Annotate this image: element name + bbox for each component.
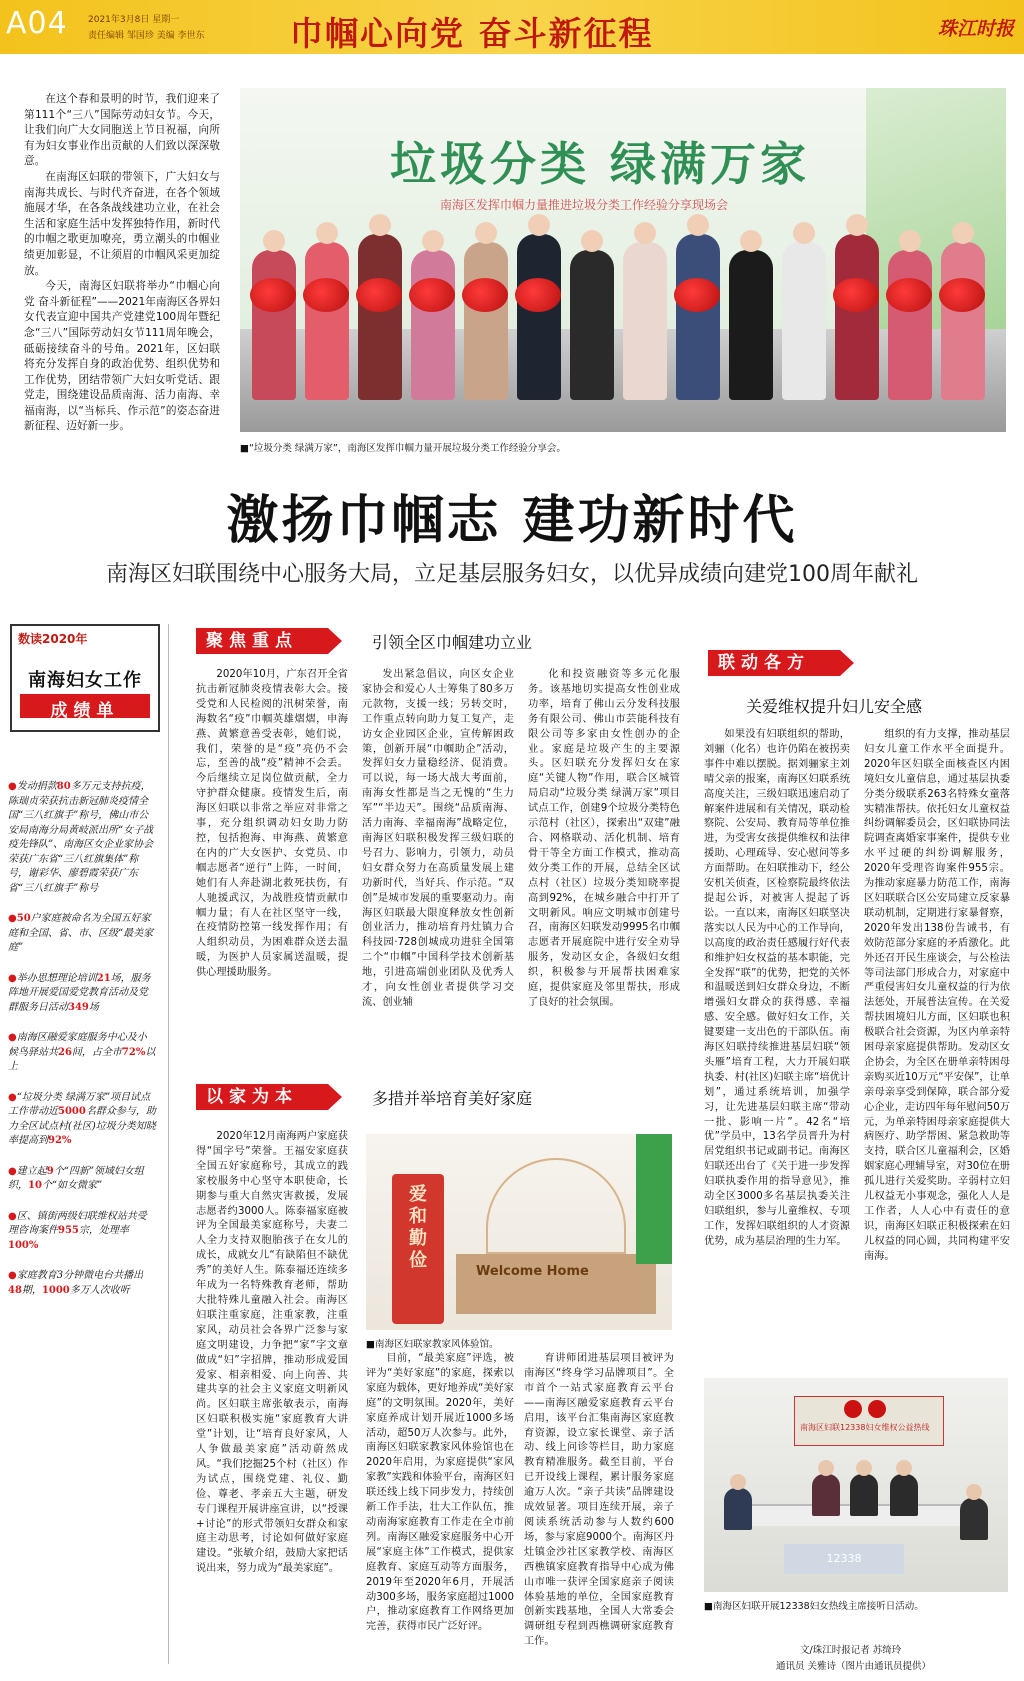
staff-person — [960, 1498, 988, 1540]
section-subtitle-focus: 引领全区巾帼建功立业 — [372, 633, 533, 652]
flower-bouquet-icon — [833, 278, 879, 312]
stats-title: 南海妇女工作 — [28, 670, 142, 691]
event-attendee — [729, 250, 773, 400]
stat-text: 期， — [21, 1284, 42, 1296]
flower-bouquet-icon — [939, 278, 985, 312]
article-text: 育讲师团进基层项目被评为南海区“终身学习品牌项目”。全市首个一站式家庭教育云平台——南海区融爱家庭教育云平台启用，该平台汇集南海区家庭教育资源，设立家长课堂、亲子活动、线上问诊等栏目，助力家庭教育精准服务。截至目前，平台已开设线上课程，累计服务家庭逾万人次。“亲子共读”品牌建设成效显著。项目连续开展，亲子阅读系统活动参与人数约600场，参与家庭9000个。南海区丹灶镇金沙社区家教学校、南海区西樵镇家庭教育指导中心成为佛山市唯一获评全国家庭亲子阅读体验基地的单位，全国家庭教育创新实践基地，全国人大常委会调研组专程到西樵调研家庭教育工作。 — [524, 1353, 674, 1648]
staff-person — [850, 1474, 878, 1516]
stats-tag: 数读2020年 — [18, 632, 88, 646]
emblem-icon — [868, 1400, 886, 1418]
stat-number: 9 — [46, 1165, 54, 1177]
stats-title-highlight: 成绩单 — [50, 701, 120, 721]
stat-number: 50 — [16, 913, 31, 924]
stat-number: 5000 — [58, 1106, 86, 1117]
article-column — [196, 1130, 348, 1662]
section-label-family: 以家为本 — [196, 1084, 328, 1110]
page-number: A04 — [6, 6, 68, 41]
bullet-icon: ● — [8, 1270, 17, 1281]
stat-text: 个“如女微家” — [41, 1180, 103, 1191]
stat-text: 间，占全市 — [71, 1046, 122, 1058]
flower-bouquet-icon — [303, 278, 349, 312]
event-attendee — [941, 242, 985, 400]
event-attendee — [676, 234, 720, 400]
stat-text: “垃圾分类 绿满万家”项目试点工作带动近 — [8, 1091, 151, 1117]
family-education-hall-photo — [366, 1134, 672, 1330]
stat-number: 955 — [58, 1225, 79, 1236]
event-attendee — [570, 250, 614, 400]
page-slogan: 巾帼心向党 奋斗新征程 — [290, 14, 654, 53]
garbage-sorting-event-photo — [240, 88, 1006, 432]
stat-item — [8, 1091, 156, 1149]
event-attendee — [888, 250, 932, 400]
wall-banner-text: 南海区妇联12338妇女维权公益热线 — [800, 1423, 930, 1432]
emblem-icon — [844, 1400, 862, 1418]
article-column — [864, 728, 1010, 1368]
article-text: 目前，“最美家庭”评选，被评为“美好家庭”的家庭，探索以家庭为载体，更好地养成“美好家庭”的文明氛围。2020年，美好家庭养成计划开展近1000多场活动，超50万人次参与。此外，南海区妇联家教家风体验馆也在2020年启用，为家庭提供“家风家教”实践和体验平台，南海区妇联还线上线下同步发力，持续创新工作手法，壮大工作队伍，推动南海家庭教育工作走在全市前列。南海区融爱家庭服务中心开展“家庭主体”工作模式，提供家庭教育、家庭互动等方面服务，2019年至2020年6月，开展活动300多场，服务家庭超过1000户，推动家庭教育工作网络更加完善，获得市民广泛好评。 — [366, 1353, 514, 1633]
stat-item — [8, 1210, 156, 1254]
section-label-linkage: 联动各方 — [708, 650, 840, 676]
stat-text: 户家庭被命名为全国五好家庭和全国、省、市、区级“最美家庭” — [8, 913, 154, 953]
staff-person — [812, 1474, 840, 1516]
stat-text: 家庭教育3分钟微电台共播出 — [16, 1270, 144, 1281]
article-column — [362, 668, 514, 1084]
stat-text: 多万人次收听 — [69, 1284, 130, 1296]
flower-bouquet-icon — [515, 278, 561, 312]
section-subtitle-linkage: 关爱维权提升妇儿安全感 — [746, 697, 923, 716]
stat-text: 个“四新”领域妇女组织， — [8, 1165, 144, 1191]
article-column — [196, 668, 348, 1084]
flower-bouquet-icon — [409, 278, 455, 312]
desk-sign-text: Welcome Home — [476, 1264, 589, 1279]
staff-person — [890, 1474, 918, 1516]
flower-bouquet-icon — [886, 278, 932, 312]
article-text: 组织的有力支撑，推动基层妇女儿童工作水平全面提升。2020年区妇联全面核查区内困境妇女儿童信息，通过基层执委分类分级联系263名特殊女童落实精准帮扶。依托妇女儿童权益纠纷调解委员会，区妇联协同法院调查离婚家事案件，提供专业水平过硬的纠纷调解服务，2020年受理咨询案件955宗。为推动家庭暴力防范工作，南海区妇联联合区公安局建立反家暴联动机制，定期进行家暴督察，2020年发出138份告诫书，有效防范部分家庭的矛盾激化。此外还召开民生座谈会，与公检法等司法部门形成合力，对家庭中严重侵害妇女儿童权益的行为依法惩处，开展普法宣传。在关爱帮扶困境妇儿方面，区妇联也积极联合社会资源，为区内单亲特困母亲家庭提供帮助。发动区女企协会，为全区在册单亲特困母亲购买近10万元“平安保”，让单亲母亲享受到保障，联合部分爱心企业，走访四年每年慰问50万元，为单亲特困母亲家庭提供大病医疗、助学帮困、紧急救助等支持，联合区儿童福利会，区婚姻家庭心理辅导室，对30位在册孤儿进行关爱奖助。辛弱村立妇儿权益无小事观念，强化人人是工作者，人人心中有责任的意识，南海区妇联正积极探索在妇儿权益的同心圆，共同构建平安南海。 — [864, 729, 1010, 1262]
article-column — [524, 1352, 674, 1662]
staff-person — [724, 1488, 752, 1530]
intro-text — [24, 92, 220, 435]
stat-text: 多万元支持抗疫，陈瑞贞荣获抗击新冠肺炎疫情全国“三八红旗手”称号，佛山市公安局南海分局黄岐派出所“女子战疫先锋队”、南海区女企业家协会荣获广东省“三八红旗集体”称号，谢彩华、廖碧霞荣获广东省“三八红旗手”称号 — [8, 781, 154, 894]
stat-number: 21 — [96, 972, 111, 984]
byline-correspondent: 通讯员 关雅诗（图片由通讯员提供） — [776, 1661, 932, 1672]
reception-desk — [456, 1254, 656, 1314]
intro-paragraph: 今天，南海区妇联将举办“巾帼心向党 奋斗新征程”——2021年南海区各界妇女代表宣迎中国共产党建党100周年暨纪念“三八”国际劳动妇女节111周年晚会，砥砺接续奋斗的号角。2021年，区妇联将充分发挥自身的政治优势、组织优势和工作优势，团结带领广大妇女听党话、跟党走，围绕建设品质南海、活力南海、幸福南海，以“当标兵、作示范”的姿态奋进新征程、迈好新一步。 — [24, 280, 220, 433]
article-column — [528, 668, 680, 1084]
stat-text: 建立起 — [16, 1165, 47, 1177]
stat-number: 72% — [121, 1046, 146, 1058]
stat-number: 80 — [56, 781, 71, 792]
stat-item — [8, 1269, 156, 1298]
event-attendee — [252, 250, 296, 400]
bullet-icon: ● — [8, 781, 17, 792]
stat-text: 以上 — [8, 1046, 156, 1072]
red-sign-text: 爱和勤俭 — [409, 1184, 427, 1271]
flower-bouquet-icon — [462, 278, 508, 312]
article-text: 2020年10月，广东召开全省抗击新冠肺炎疫情表彰大会。接受党和人民检阅的汛树荣誉，南海数名“疫”巾帼英雄熠熠，申海燕、黄繁意善受表彰，她们说，我们，荣誉的是“疫”亮仍不会忘，至善的战“疫”精神不会丢。今后继续立足岗位做贡献，全力守护群众健康。疫情发生后，南海区妇联以非常之举应对非常之事，充分组织调动妇女助力防控，包括抱海、申海燕、黄繁意在内的广大女医护、女党员、巾帼志愿者“逆行”上阵，一时间，她们有人奔赴湖北救死扶伤，有人驰援武汉，为战胜疫情贡献巾帼力量；有人在社区坚守一线，在疫情防控第一线发挥作用；有人组织动员，为困难群众送去温暖，为医护人员家属送温暖，提供心理援助服务。 — [196, 669, 348, 979]
article-column — [366, 1352, 514, 1662]
hotline-event-photo — [704, 1378, 1008, 1592]
stat-text: 名群众参与，助力全区试点村(社区)垃圾分类知晓率提高到 — [8, 1106, 156, 1146]
intro-paragraph: 在南海区妇联的带领下，广大妇女与南海共成长、与时代齐奋进，在各个领域施展才华，在各条战线建功立业，在社会生活和家庭生活中发挥独特作用，新时代的巾帼之歌更加嘹亮，勇立潮头的巾帼业绩更加彰显，不让须眉的巾帼风采更加绽放。 — [24, 170, 220, 277]
event-attendee — [782, 242, 826, 400]
section-label-focus: 聚焦重点 — [196, 628, 328, 654]
editor-credits: 责任编辑 邹国珍 美编 李世东 — [88, 31, 205, 41]
stat-item — [8, 912, 156, 956]
bullet-icon: ● — [8, 913, 17, 924]
article-text: 化和投资融资等多元化服务。该基地切实提高女性创业成功率，培育了佛山云分发科技服务有限公司、佛山市芸能科技有限公司等多家由女性创办的企业。家庭是垃圾产生的主要源头。区妇联充分发挥妇女在家庭“关键人物”作用，联合区城管局启动“垃圾分类 绿满万家”项目试点工作，创建9个垃圾分类特色示范村（社区），探索出“双建”融合、网格联动、活化机制、培育骨干等全方面工作模式，推动高效分类工作的开展，总结全区试点村（社区）垃圾分类知晓率提高到92%，在城乡融合中打开了文明新风。响应文明城市创建号召，南海区妇联发动9995名巾帼志愿者开展庭院中进行安全劝导服务，发动区女企，各级妇女组织，积极参与开展帮扶困难家庭，提供家庭及邻里帮扶，形成了良好的社会氛围。 — [528, 669, 680, 1008]
newspaper-logo: 珠江时报 — [937, 18, 1014, 40]
stat-text: 场，服务阵地开展爱国爱党教育活动及党群服务日活动 — [8, 972, 151, 1013]
article-column — [704, 728, 850, 1368]
family-photo-caption: ■南海区妇联家教家风体验馆。 — [366, 1339, 499, 1350]
event-attendee — [517, 234, 561, 400]
hotline-photo-caption: ■南海区妇联开展12338妇女热线主席接听日活动。 — [704, 1601, 924, 1612]
bullet-icon: ● — [8, 1032, 17, 1043]
byline-reporter: 文/珠江时报记者 苏绮玲 — [800, 1645, 902, 1656]
green-wall-panel — [636, 1134, 672, 1264]
article-text: 发出紧急倡议，向区女企业家协会和爱心人士筹集了80多万元款物，支援一线；另转交时，工作重点转向助力复工复产，走访女企业园区企业，宣传解困政策，创新开展“巾帼助企”活动，发挥妇女力量稳经济、促消费。可以说，每一场大战大考面前，南海女性都是当之无愧的“生力军”“半边天”。围绕“品质南海、活力南海、幸福南海”战略定位，南海区妇联积极发挥三级妇联的号召力、影响力，引领力，动员妇女群众努力在高质量发展上建功新时代，当好兵、作示范。“双创”是城市发展的重要驱动力。南海区妇联最大限度释放女性创新创业活力，推动培育丹灶镇力合科技园·728创城成功进驻全国第二个“巾帼”中国科学技术创新基地，引进高端创业团队及优秀人才，向女性创业者提供学习交流、创业辅 — [362, 669, 514, 1008]
flower-bouquet-icon — [674, 278, 720, 312]
stat-item — [8, 1031, 156, 1075]
issue-date: 2021年3月8日 星期一 — [88, 15, 180, 25]
backdrop-title: 垃圾分类 绿满万家 — [390, 137, 811, 191]
stat-number: 10 — [28, 1180, 42, 1191]
column-divider — [168, 624, 169, 1664]
stat-text: 区、镇街两级妇联维权站共受理咨询案件 — [8, 1210, 147, 1236]
event-attendee — [411, 250, 455, 400]
event-attendee — [358, 234, 402, 400]
stats-list — [8, 780, 156, 1314]
event-attendee — [305, 242, 349, 400]
stat-number: 349 — [68, 1001, 89, 1013]
bullet-icon: ● — [8, 1091, 17, 1103]
main-headline: 激扬巾帼志 建功新时代 — [226, 490, 798, 551]
flower-bouquet-icon — [356, 278, 402, 312]
stat-item — [8, 972, 156, 1016]
stat-number: 100% — [8, 1239, 39, 1251]
bullet-icon: ● — [8, 1210, 17, 1222]
stat-text: 发动捐款 — [16, 781, 57, 792]
section-subtitle-family: 多措并举培育美好家庭 — [372, 1089, 533, 1108]
backdrop-subtitle: 南海区发挥巾帼力量推进垃圾分类工作经验分享现场会 — [440, 198, 729, 212]
bullet-icon: ● — [8, 1165, 17, 1177]
event-attendee — [623, 242, 667, 400]
stat-text: 场 — [88, 1001, 99, 1013]
stat-text: 宗，处理率 — [78, 1225, 129, 1236]
stat-number: 48 — [8, 1284, 22, 1296]
stat-text: 南海区融爱家庭服务中心及小候鸟驿站共 — [8, 1032, 147, 1058]
bullet-icon: ● — [8, 972, 17, 984]
stat-number: 26 — [58, 1046, 72, 1058]
stat-text: 举办思想理论培训 — [16, 972, 97, 984]
top-photo-caption: ■“垃圾分类 绿满万家”，南海区发挥巾帼力量开展垃圾分类工作经验分享会。 — [240, 443, 566, 454]
intro-paragraph: 在这个春和景明的时节，我们迎来了第111个“三八”国际劳动妇女节。今天，让我们向广大女同胞送上节日祝福，向所有为妇女事业作出贡献的人们致以深深敬意。 — [24, 93, 220, 168]
sub-headline: 南海区妇联围绕中心服务大局，立足基层服务妇女，以优异成绩向建党100周年献礼 — [106, 562, 918, 587]
article-text: 2020年12月南海两户家庭获得“国字号”荣誉。王福安家庭获全国五好家庭称号，其成立的践家校服务中心坚守本职使命，长期参与重大自然灾害救援，发展志愿者约3000人。陈泰福家庭被评为全国最美家庭称号，夫妻二人全力支持双胞胎孩子在女儿的成长，成就女儿“有缺陷但不缺优秀”的美好人生。陈泰福还连续多年成为一名特殊教育老师，帮助大批特殊儿童融入社会。南海区妇联注重家庭，注重家教，注重家风，动员社会各界广泛参与家庭文明建设，力争把“家”字文章做成“妇”字招牌，推动形成爱国爱家、相亲相爱、向上向善、共建共享的社会主义家庭文明新风尚。区妇联主席张敏表示，南海区妇联积极实施“家庭教育大讲堂”计划，让“培育良好家风，人人争做最美家庭”活动蔚然成风。“我们挖掘25个村（社区）作为试点，围绕党建、礼仪、勤俭、尊老、孝亲五大主题，研发专门课程开展讲座宣讲，以“授课+讨论”的形式带领妇女群众和家庭主动思考，讨论如何做好家庭建设。“张敏介绍，鼓励大家把话说出来，努力成为“最美家庭”。 — [196, 1131, 348, 1575]
stat-number: 92% — [48, 1135, 72, 1146]
article-text: 如果没有妇联组织的帮助，刘骊（化名）也许仍陷在被拐卖事件中难以摆脱。据刘骊家主刘晴父亲的报案，南海区妇联系统高度关注，三级妇联迅速启动了解案件进展和有关情况，联动检察院、公安局、教育局等单位推进，为受害女孩提供维权和法律援助、心理疏导、安心慰问等多方面帮助。在妇联推动下，经公安机关侦查，区检察院最终依法提起公诉，对被害人提起了诉讼。一直以来，南海区妇联坚决落实以人民为中心的工作导向，以高度的政治责任感履行好代表和维护妇女权益的基本职能，完全发挥“联”的优势，把党的关怀和温暖送到妇女群众身边，不断增强妇女群众的获得感、幸福感、安全感。做好妇女工作，关键要建一支出色的干部队伍。南海区妇联持续推进基层妇联“领头雁”培育工程，大力开展妇联执委、村(社区)妇联主席“培优计划”，通过系统培训，加强学习，让先进基层妇联主席“带动一批、影响一片”。42名“培优”学员中，13名学员晋升为村居党组织书记或副书记。南海区妇联还出台了《关于进一步发挥妇联执委作用的指导意见》，推动全区3000多名基层执委关注妇联组织，参与儿童维权、专项工作，发挥妇联组织的人才资源优势，成为基层治理的生力军。 — [704, 729, 850, 1247]
flower-bouquet-icon — [250, 278, 296, 312]
stat-number: 1000 — [41, 1284, 70, 1296]
event-attendee — [835, 234, 879, 400]
stat-item — [8, 1165, 156, 1194]
hotline-number-sign: 12338 — [784, 1544, 904, 1574]
event-attendee — [464, 242, 508, 400]
stat-item — [8, 780, 156, 896]
